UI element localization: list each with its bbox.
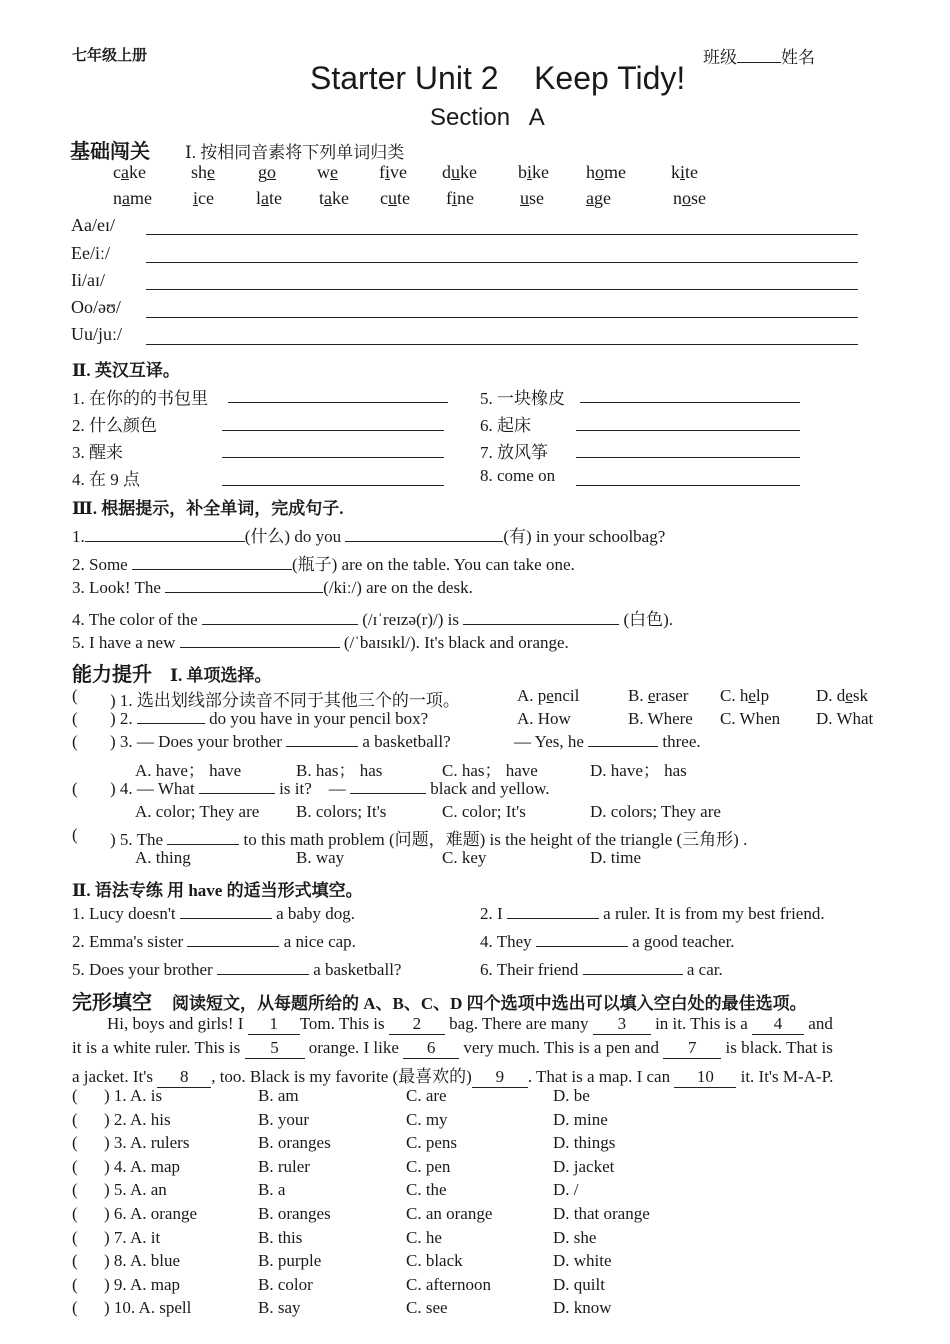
option-b: B. a xyxy=(258,1180,286,1199)
class-blank[interactable] xyxy=(737,48,781,63)
option-c: C. see xyxy=(406,1298,448,1317)
option-c: C. help xyxy=(720,686,770,705)
question-text xyxy=(110,732,451,752)
answer-blank[interactable] xyxy=(199,779,275,794)
paren[interactable]: ( xyxy=(72,1133,78,1152)
option-d: D. mine xyxy=(553,1110,608,1129)
option-d: D. be xyxy=(553,1086,590,1105)
word: go xyxy=(258,162,276,182)
grammar-item xyxy=(72,960,401,980)
text: (/kiː/) are on the desk. xyxy=(323,578,473,597)
option-b: B. oranges xyxy=(258,1204,331,1223)
answer-line[interactable] xyxy=(146,289,858,290)
option-a: A. pencil xyxy=(517,686,580,705)
part2-title: Ⅱ. 英汉互译。 xyxy=(72,361,180,380)
text: 5. Does your brother xyxy=(72,960,213,979)
grammar-item xyxy=(480,904,825,924)
option-a: A. thing xyxy=(135,848,191,867)
text: 4. The color of the xyxy=(72,610,198,629)
text: is black. That is xyxy=(725,1038,833,1057)
answer-blank[interactable] xyxy=(167,830,239,845)
option-a: A. color; They are xyxy=(135,802,260,821)
answer-blank[interactable] xyxy=(132,555,292,570)
ability-heading: 能力提升 xyxy=(72,664,152,686)
text: orange. I like xyxy=(308,1038,399,1057)
option-c: C. color; It's xyxy=(442,802,526,821)
text: a nice cap. xyxy=(283,932,356,951)
cloze-blank[interactable]: 4 xyxy=(752,1014,804,1035)
option-d: D. desk xyxy=(816,686,868,705)
text: and xyxy=(808,1014,833,1033)
option-c: C. black xyxy=(406,1251,463,1270)
sound-label-a: Aa/eɪ/ xyxy=(71,215,115,235)
option-d: D. know xyxy=(553,1298,612,1317)
text: ) 5. The xyxy=(110,830,164,849)
paren[interactable]: ( xyxy=(72,1275,78,1294)
text: is it? xyxy=(279,779,312,798)
text: a ruler. It is from my best friend. xyxy=(603,904,825,923)
text: 4. They xyxy=(480,932,532,951)
option-a: ) 8. A. blue xyxy=(104,1251,181,1270)
text: (有) in your schoolbag? xyxy=(503,527,666,546)
translate-item: 2. 什么颜色 xyxy=(72,416,157,435)
paren[interactable]: ( xyxy=(72,1298,78,1317)
option-a: A. How xyxy=(517,709,571,728)
answer-blank[interactable] xyxy=(536,932,628,947)
answer-blank[interactable] xyxy=(350,779,426,794)
text: ) 3. — Does your brother xyxy=(110,732,282,751)
text: 2. Emma's sister xyxy=(72,932,184,951)
answer-blank[interactable] xyxy=(137,709,205,724)
option-a: ) 4. A. map xyxy=(104,1157,181,1176)
text: do you have in your pencil box? xyxy=(209,709,429,728)
paren[interactable]: ( xyxy=(72,686,78,705)
answer-line[interactable] xyxy=(222,430,444,431)
cloze-blank[interactable]: 6 xyxy=(403,1038,459,1059)
text: ) 2. xyxy=(110,709,133,728)
part3-title: Ⅲ. 根据提示，补全单词，完成句子. xyxy=(72,499,344,518)
text: 5. I have a new xyxy=(72,633,176,652)
text: (什么) do you xyxy=(244,527,342,546)
cloze-blank[interactable]: 9 xyxy=(472,1067,528,1088)
name-label: 姓名 xyxy=(781,48,815,67)
option-d: D. white xyxy=(553,1251,612,1270)
option-d: D. she xyxy=(553,1228,597,1247)
option-d: D. have； has xyxy=(590,761,687,780)
text: (/ɪˈreɪzə(r)/) is xyxy=(362,610,459,629)
translate-item: 5. 一块橡皮 xyxy=(480,389,565,408)
cloze-blank[interactable]: 1 xyxy=(248,1014,300,1035)
fill-sentence xyxy=(72,550,575,575)
grade-label: 七年级上册 xyxy=(72,48,148,64)
translate-item: 1. 在你的的书包里 xyxy=(72,389,208,408)
answer-line[interactable] xyxy=(576,430,800,431)
sound-label-e: Ee/iː/ xyxy=(71,243,110,263)
paren[interactable]: ( xyxy=(72,1228,78,1247)
page-title: Starter Unit 2 Keep Tidy! xyxy=(310,60,686,96)
option-b: B. way xyxy=(296,848,345,867)
question-text xyxy=(110,709,428,729)
question-text xyxy=(110,779,550,799)
answer-line[interactable] xyxy=(580,402,800,403)
answer-line[interactable] xyxy=(228,402,448,403)
word: fine xyxy=(446,188,475,208)
word: ice xyxy=(193,188,214,208)
answer-blank[interactable] xyxy=(165,578,323,593)
option-b: B. eraser xyxy=(628,686,689,705)
text: a jacket. It's xyxy=(72,1067,153,1086)
paren[interactable]: ( xyxy=(72,1180,78,1199)
text: it is a white ruler. This is xyxy=(72,1038,241,1057)
cloze-blank[interactable]: 10 xyxy=(674,1067,736,1088)
translate-item: 7. 放风筝 xyxy=(480,443,548,462)
text: it. It's M-A-P. xyxy=(740,1067,834,1086)
word: five xyxy=(379,162,408,182)
answer-blank[interactable] xyxy=(463,610,619,625)
text: (瓶子) are on the table. You can take one. xyxy=(291,555,575,574)
option-a: ) 7. A. it xyxy=(104,1228,161,1247)
paren[interactable]: ( xyxy=(72,1251,78,1270)
sound-label-o: Oo/əʊ/ xyxy=(71,297,121,317)
cloze-blank[interactable]: 5 xyxy=(245,1038,305,1059)
option-a: ) 6. A. orange xyxy=(104,1204,198,1223)
text: a basketball? xyxy=(362,732,451,751)
answer-line[interactable] xyxy=(222,457,444,458)
option-c: C. afternoon xyxy=(406,1275,491,1294)
answer-blank[interactable] xyxy=(180,904,272,919)
option-b: B. purple xyxy=(258,1251,322,1270)
grammar-item xyxy=(480,932,735,952)
text: to this math problem (问题，难题) is the height of the triangle (三角形) . xyxy=(243,830,748,849)
answer-blank[interactable] xyxy=(588,732,658,747)
grammar-item xyxy=(72,932,356,952)
option-c: C. are xyxy=(406,1086,447,1105)
answer-blank[interactable] xyxy=(345,527,503,542)
option-b: B. ruler xyxy=(258,1157,310,1176)
answer-line[interactable] xyxy=(576,485,800,486)
option-b: B. say xyxy=(258,1298,301,1317)
option-c: C. pens xyxy=(406,1133,457,1152)
section-title: Section A xyxy=(430,104,545,131)
option-d: D. things xyxy=(553,1133,616,1152)
option-c: C. key xyxy=(442,848,487,867)
option-c: C. an orange xyxy=(406,1204,493,1223)
option-c: C. he xyxy=(406,1228,442,1247)
text: a good teacher. xyxy=(632,932,735,951)
question-text xyxy=(514,732,701,752)
text: a basketball? xyxy=(313,960,402,979)
paren[interactable]: ( xyxy=(72,779,78,798)
option-d: D. quilt xyxy=(553,1275,605,1294)
option-b: B. Where xyxy=(628,709,693,728)
fill-sentence xyxy=(72,605,673,630)
fill-sentence xyxy=(72,633,569,653)
paren[interactable]: ( xyxy=(72,825,78,844)
translate-item: 4. 在 9 点 xyxy=(72,470,140,489)
cloze-line xyxy=(72,1062,833,1088)
paren[interactable]: ( xyxy=(72,1204,78,1223)
sound-label-i: Ii/aɪ/ xyxy=(71,270,105,290)
option-d: D. that orange xyxy=(553,1204,650,1223)
word: duke xyxy=(442,162,477,182)
text: . That is a map. I can xyxy=(527,1067,671,1086)
answer-line[interactable] xyxy=(576,457,800,458)
option-d: D. jacket xyxy=(553,1157,615,1176)
option-c: C. pen xyxy=(406,1157,451,1176)
basic-heading: 基础闯关 xyxy=(70,141,150,163)
answer-blank[interactable] xyxy=(217,960,309,975)
cloze-blank[interactable]: 2 xyxy=(389,1014,445,1035)
text: 2. I xyxy=(480,904,503,923)
part1-title: Ⅰ. 按相同音素将下列单词归类 xyxy=(185,143,405,162)
answer-blank[interactable] xyxy=(583,960,683,975)
text: 2. Some xyxy=(72,555,128,574)
option-b: B. oranges xyxy=(258,1133,331,1152)
text: Hi, boys and girls! I xyxy=(107,1014,244,1033)
class-field xyxy=(703,43,815,68)
option-c: C. the xyxy=(406,1180,447,1199)
word: she xyxy=(191,162,216,182)
text: 6. Their friend xyxy=(480,960,579,979)
answer-line[interactable] xyxy=(146,344,858,345)
cloze-heading: 完形填空 xyxy=(72,992,152,1014)
option-b: B. color xyxy=(258,1275,313,1294)
text: Tom. This is xyxy=(299,1014,385,1033)
text: three. xyxy=(662,732,701,751)
cloze-line xyxy=(107,1014,833,1035)
word: age xyxy=(586,188,611,208)
paren[interactable]: ( xyxy=(72,1110,78,1129)
text: (白色). xyxy=(623,610,674,629)
text: — xyxy=(328,779,346,798)
word: we xyxy=(317,162,338,182)
translate-item: 3. 醒来 xyxy=(72,443,123,462)
class-label: 班级 xyxy=(703,48,737,67)
option-c: C. has； have xyxy=(442,761,538,780)
answer-blank[interactable] xyxy=(202,610,358,625)
option-c: C. my xyxy=(406,1110,448,1129)
text: 3. Look! The xyxy=(72,578,161,597)
option-d: D. time xyxy=(590,848,641,867)
text: 1. xyxy=(72,527,85,546)
answer-line[interactable] xyxy=(146,234,858,235)
paren[interactable]: ( xyxy=(72,709,78,728)
answer-blank[interactable] xyxy=(187,932,279,947)
paren[interactable]: ( xyxy=(72,732,78,751)
text: bag. There are many xyxy=(449,1014,589,1033)
answer-line[interactable] xyxy=(146,262,858,263)
translate-item: 8. come on xyxy=(480,466,556,485)
grammar-title: Ⅱ. 语法专练 用 have 的适当形式填空。 xyxy=(72,881,363,900)
word: cute xyxy=(380,188,410,208)
text: very much. This is a pen and xyxy=(463,1038,660,1057)
choice-title: Ⅰ. 单项选择。 xyxy=(170,666,272,685)
grammar-item xyxy=(480,960,723,980)
text: 1. Lucy doesn't xyxy=(72,904,176,923)
option-c: C. When xyxy=(720,709,781,728)
option-a: ) 3. A. rulers xyxy=(104,1133,190,1152)
fill-sentence xyxy=(72,522,665,547)
word: home xyxy=(586,162,626,182)
translate-item: 6. 起床 xyxy=(480,416,531,435)
word: use xyxy=(520,188,544,208)
cloze-line xyxy=(72,1038,833,1059)
text: , too. Black is my favorite (最喜欢的) xyxy=(211,1067,472,1086)
word: take xyxy=(319,188,350,208)
answer-blank[interactable] xyxy=(85,527,245,542)
cloze-instruction: 阅读短文，从每题所给的 A、B、C、D 四个选项中选出可以填入空白处的最佳选项。 xyxy=(172,994,807,1013)
option-d: D. colors; They are xyxy=(590,802,721,821)
text: in it. This is a xyxy=(655,1014,748,1033)
question-text xyxy=(110,825,747,850)
cloze-blank[interactable]: 7 xyxy=(663,1038,721,1059)
paren[interactable]: ( xyxy=(72,1157,78,1176)
sound-label-u: Uu/juː/ xyxy=(71,324,123,344)
answer-line[interactable] xyxy=(146,317,858,318)
text: black and yellow. xyxy=(430,779,550,798)
option-a: ) 1. A. is xyxy=(104,1086,163,1105)
option-b: B. colors; It's xyxy=(296,802,387,821)
option-d: D. / xyxy=(553,1180,579,1199)
text: a baby dog. xyxy=(276,904,355,923)
word: kite xyxy=(671,162,699,182)
question-text: ) 1. 选出划线部分读音不同于其他三个的一项。 xyxy=(110,691,460,710)
text: a car. xyxy=(686,960,723,979)
option-a: ) 9. A. map xyxy=(104,1275,181,1294)
text: (/ˈbaɪsɪkl/). It's black and orange. xyxy=(343,633,569,652)
word: late xyxy=(256,188,283,208)
paren[interactable]: ( xyxy=(72,1086,78,1105)
text: ) 4. — What xyxy=(110,779,195,798)
option-b: B. this xyxy=(258,1228,303,1247)
option-b: B. your xyxy=(258,1110,309,1129)
option-a: ) 10. A. spell xyxy=(104,1298,192,1317)
word: name xyxy=(113,188,152,208)
answer-blank[interactable] xyxy=(286,732,358,747)
word: cake xyxy=(113,162,146,182)
cloze-blank[interactable]: 3 xyxy=(593,1014,651,1035)
word: nose xyxy=(673,188,706,208)
option-a: ) 2. A. his xyxy=(104,1110,171,1129)
option-b: B. has； has xyxy=(296,761,383,780)
option-a: ) 5. A. an xyxy=(104,1180,167,1199)
grammar-item xyxy=(72,904,355,924)
option-b: B. am xyxy=(258,1086,299,1105)
answer-line[interactable] xyxy=(222,485,444,486)
fill-sentence xyxy=(72,578,473,598)
word: bike xyxy=(518,162,550,182)
answer-blank[interactable] xyxy=(180,633,340,648)
option-d: D. What xyxy=(816,709,874,728)
text: — Yes, he xyxy=(514,732,584,751)
option-a: A. have； have xyxy=(135,761,242,780)
answer-blank[interactable] xyxy=(507,904,599,919)
cloze-blank[interactable]: 8 xyxy=(157,1067,211,1088)
